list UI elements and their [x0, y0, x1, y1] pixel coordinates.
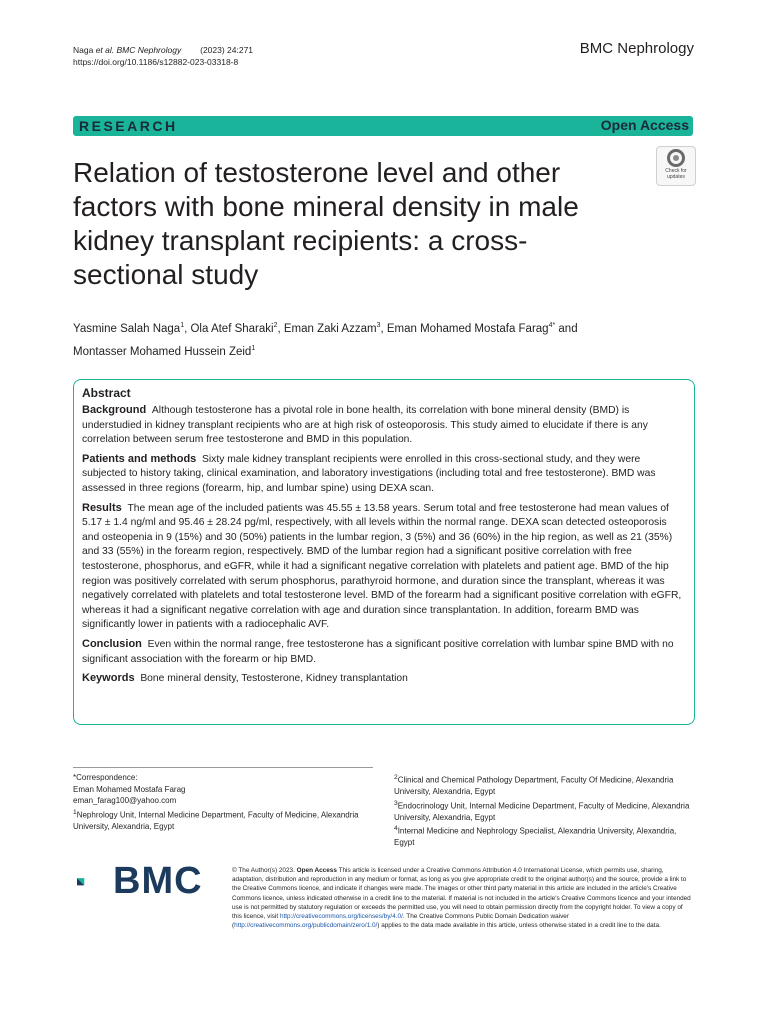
section-label: Keywords	[82, 672, 135, 685]
author-sup: 3	[376, 322, 381, 329]
public-domain-link[interactable]: http://creativecommons.org/publicdomain/zero/1.0/	[234, 922, 378, 930]
author-sep: ,	[380, 322, 387, 335]
affil-text: Internal Medicine and Nephrology Specialist, Alexandria University, Alexandria, Egypt	[394, 826, 677, 848]
section-text: Sixty male kidney transplant recipients were enrolled in this cross-sectional study, and they were subjected to history taking, clinical examination, and laboratory investigations (including total and free testosterone). BMD was assessed in three regions (forearm, hip, and lumbar spine) using DEXA scan.	[82, 453, 656, 494]
affil-text: Nephrology Unit, Internal Medicine Department, Faculty of Medicine, Alexandria University, Alexandria, Egypt	[73, 810, 359, 831]
citation-journal: et al. BMC Nephrology	[95, 45, 182, 55]
citation-header	[73, 44, 253, 68]
license-link[interactable]: http://creativecommons.org/licenses/by/4.0/	[279, 913, 403, 921]
citation-authors: Naga	[73, 45, 96, 55]
check-for-updates-badge[interactable]	[656, 146, 696, 186]
license-open-access: Open Access	[296, 867, 337, 874]
author-sep: ,	[277, 322, 284, 335]
doi-link[interactable]: https://doi.org/10.1186/s12882-023-03318-8	[73, 57, 239, 67]
affiliation-4	[394, 823, 694, 849]
affil-text: Endocrinology Unit, Internal Medicine Department, Faculty of Medicine, Alexandria University, Alexandria, Egypt	[394, 801, 690, 822]
bmc-logo-text: BMC	[113, 860, 203, 902]
affiliation-2	[394, 772, 694, 798]
license-body: ) applies to the data made available in this article, unless otherwise stated in a credit line to the data.	[377, 922, 661, 930]
open-access-label: Open Access	[600, 117, 689, 133]
badge-text-2: updates	[667, 174, 685, 180]
author-sep: and	[555, 322, 578, 335]
correspondence-label: *Correspondence:	[73, 773, 138, 782]
license-body: This article is licensed under a Creative Commons Attribution 4.0 International License, which permits use, sharing, adaptation, distribution and reproduction in any medium or format, as long as you give appropriate credit to the original author(s) and the source, provide a link to the Creative Commons licence, and indicate if changes were made. The images or other third party material in this article are included in the article's Creative Commons licence, unless indicated otherwise in a credit line to the material. If material is not included in the article's Creative Commons licence and your intended use is not permitted by statutory regulation or exceeds the permitted use, you will need to obtain permission directly from the copyright holder. To view a copy of this licence, visit	[232, 867, 691, 921]
license-text	[232, 866, 694, 930]
affiliation-1	[73, 807, 373, 833]
section-text: The mean age of the included patients was 45.55 ± 13.58 years. Serum total and free testosterone had mean values of 5.17 ± 1.4 ng/ml and 95.46 ± 28.24 pg/ml, respectively, with all levels within the normal range. DEXA scan detected osteoporosis and osteopenia in 9 (15%) and 30 (50%) patients in the lumbar region, 3 (5%) and 36 (60%) in the hip region, as well as 21 (35%) and 33 (55%) in the forearm region, respectively. BMD of the lumbar region had a significant positive correlation with free testosterone, phosphorus, and eGFR, while it had a significant negative correlation with platelets and patient age. BMD of the hip region was positively correlated with serum phosphorus, parathyroid hormone, and duration since the transplant, whereas it was negatively correlated with platelets and total testosterone level. BMD of the forearm had a significant positive correlation with eGFR, whereas it had a significant negative correlation with age and duration since transplantation. In addition, forearm BMD was significantly lower in patients with a radiocephalic AVF.	[82, 502, 682, 631]
abstract-background	[82, 403, 686, 448]
author[interactable]: Eman Mohamed Mostafa Farag	[386, 322, 549, 335]
affil-text: Clinical and Chemical Pathology Department, Faculty Of Medicine, Alexandria University, Alexandria, Egypt	[394, 775, 674, 797]
correspondence-name: Eman Mohamed Mostafa Farag	[73, 784, 186, 794]
abstract-results	[82, 501, 686, 633]
abstract-keywords	[82, 671, 686, 687]
author[interactable]: Yasmine Salah Naga	[73, 322, 181, 335]
correspondence-block	[73, 772, 373, 832]
author-sep: ,	[184, 322, 191, 335]
author[interactable]: Ola Atef Sharaki	[190, 322, 274, 335]
section-label: Background	[82, 404, 147, 416]
article-title: Relation of testosterone level and other factors with bone mineral density in male kidney transplant recipients: a cross-sectional study	[73, 157, 579, 290]
author-list	[73, 316, 633, 362]
check-updates-icon	[667, 149, 685, 167]
abstract-box	[73, 379, 695, 725]
section-label: Results	[82, 501, 122, 514]
abstract-heading: Abstract	[82, 386, 131, 400]
affiliation-3	[394, 798, 694, 824]
section-banner	[73, 116, 693, 136]
bmc-logo-icon	[77, 866, 111, 900]
author-sup: 2	[273, 322, 278, 329]
badge-text-1: Check for	[665, 168, 687, 174]
affil-sup: 3	[394, 799, 398, 807]
license-prefix: © The Author(s) 2023.	[232, 867, 297, 874]
section-text: Even within the normal range, free testosterone has a significant positive correlation with lumbar spine BMD with no significant association with the forearm or hip BMD.	[82, 638, 674, 665]
section-text: Bone mineral density, Testosterone, Kidney transplantation	[140, 673, 408, 685]
section-text: Although testosterone has a pivotal role in bone health, its correlation with bone mineral density (BMD) is understudied in kidney transplant recipients who are at high risk of osteoporosis. This study aimed to elucidate if there is any correlation between serum free testosterone and BMD in this population.	[82, 405, 648, 446]
section-label: RESEARCH	[79, 118, 178, 134]
section-label: Patients and methods	[82, 452, 197, 465]
affil-sup: 4	[394, 825, 398, 833]
abstract-methods	[82, 452, 686, 497]
journal-name: BMC Nephrology	[579, 40, 694, 57]
abstract-conclusion	[82, 637, 686, 667]
citation-year: (2023) 24:271	[200, 45, 254, 55]
author-sup: 1	[251, 344, 256, 352]
affiliations-block	[394, 772, 694, 849]
footnote-divider	[73, 767, 373, 768]
correspondence-email[interactable]: eman_farag100@yahoo.com	[73, 796, 177, 805]
author[interactable]: Montasser Mohamed Hussein Zeid	[73, 345, 252, 358]
section-label: Conclusion	[82, 637, 142, 650]
affil-sup: 1	[73, 808, 77, 816]
author-sup: 1	[180, 322, 185, 329]
author-sup: 4*	[548, 322, 556, 329]
affil-sup: 2	[394, 774, 398, 781]
license-body: . The Creative Commons Public Domain Dedication waiver (	[232, 913, 569, 930]
author[interactable]: Eman Zaki Azzam	[283, 322, 377, 335]
